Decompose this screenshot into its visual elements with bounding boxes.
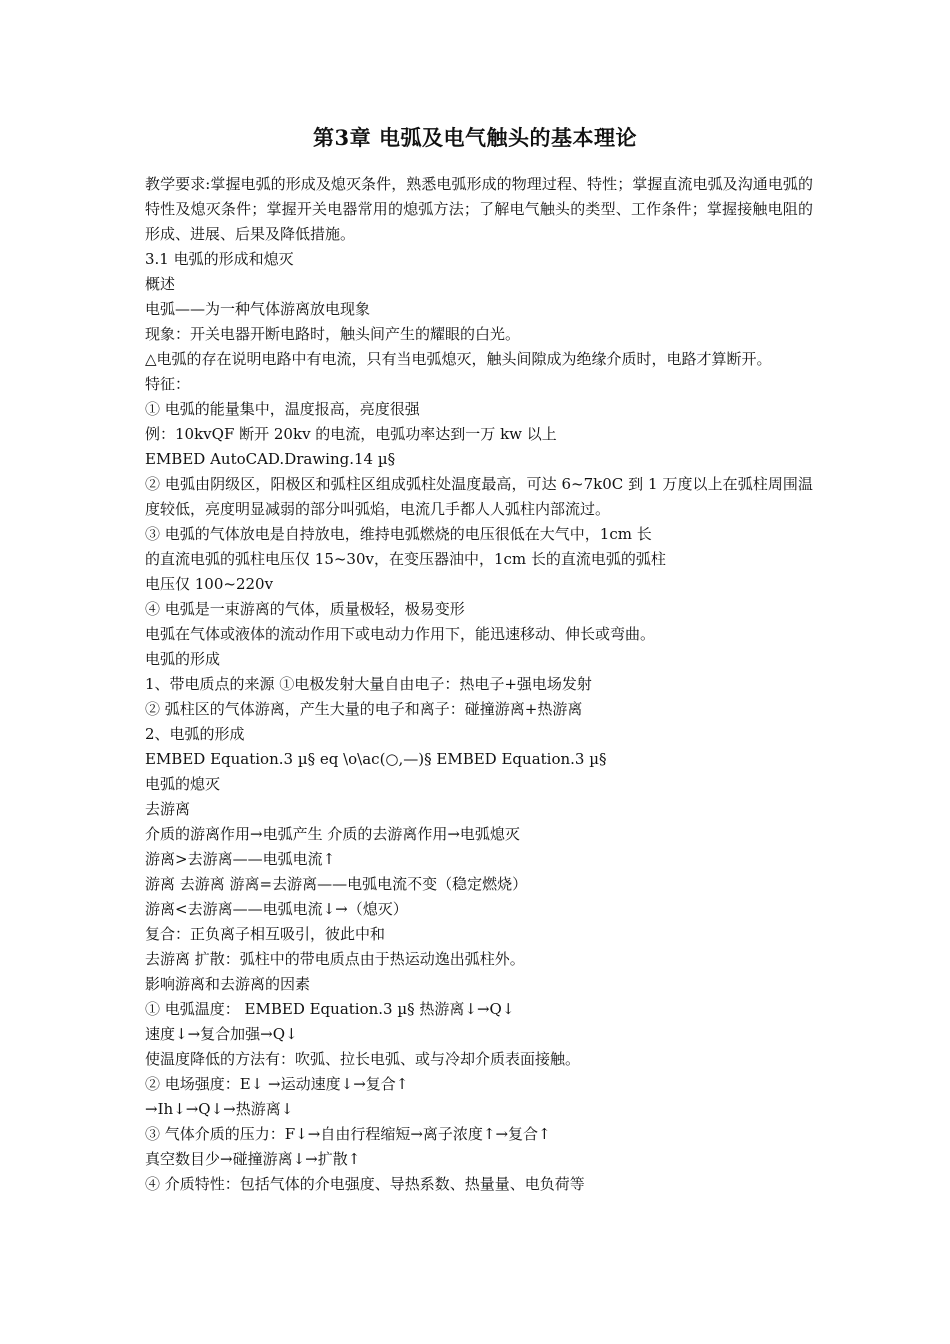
paragraph: 电压仅 100~220v [145, 575, 274, 593]
paragraph: EMBED AutoCAD.Drawing.14 µ§ [145, 450, 396, 468]
body-text [145, 172, 813, 1197]
paragraph: ② 弧柱区的气体游离，产生大量的电子和离子：碰撞游离+热游离 [145, 700, 583, 718]
paragraph: 电弧在气体或液体的流动作用下或电动力作用下，能迅速移动、伸长或弯曲。 [145, 625, 656, 643]
paragraph: 3.1 电弧的形成和熄灭 [145, 250, 294, 268]
paragraph: 使温度降低的方法有：吹弧、拉长电弧、或与冷却介质表面接触。 [145, 1050, 581, 1068]
paragraph: →Ih↓→Q↓→热游离↓ [145, 1100, 294, 1118]
paragraph: EMBED Equation.3 µ§ eq \o\ac(○,—)§ EMBED Equation.3 µ§ [145, 750, 607, 768]
paragraph: 速度↓→复合加强→Q↓ [145, 1025, 298, 1043]
paragraph: 的直流电弧的弧柱电压仅 15~30v，在变压器油中，1cm 长的直流电弧的弧柱 [145, 550, 666, 568]
paragraph: 去游离 [145, 800, 191, 818]
paragraph: ④ 介质特性：包括气体的介电强度、导热系数、热量量、电负荷等 [145, 1175, 585, 1193]
paragraph: 电弧的形成 [145, 650, 221, 668]
paragraph: ④ 电弧是一束游离的气体，质量极轻，极易变形 [145, 600, 465, 618]
paragraph: ② 电场强度：E↓ →运动速度↓→复合↑ [145, 1075, 409, 1093]
paragraph: △电弧的存在说明电路中有电流，只有当电弧熄灭，触头间隙成为绝缘介质时，电路才算断开。 [145, 350, 772, 368]
paragraph: 复合：正负离子相互吸引，彼此中和 [145, 925, 386, 943]
paragraph: 真空数目少→碰撞游离↓→扩散↑ [145, 1150, 361, 1168]
paragraph: ② 电弧由阴级区，阳极区和弧柱区组成弧柱处温度最高，可达 6~7k0C 到 1 万度以上在弧柱周围温度较低，亮度明显减弱的部分叫弧焰，电流几手都人人弧柱内部流过。 [145, 475, 813, 518]
paragraph: 电弧——为一种气体游离放电现象 [145, 300, 371, 318]
paragraph: 1、带电质点的来源 ①电极发射大量自由电子：热电子+强电场发射 [145, 675, 592, 693]
paragraph: 游离<去游离——电弧电流↓→（熄灭） [145, 900, 408, 918]
paragraph: ③ 电弧的气体放电是自持放电，维持电弧燃烧的电压很低在大气中，1cm 长 [145, 525, 652, 543]
paragraph: 去游离 扩散：弧柱中的带电质点由于热运动逸出弧柱外。 [145, 950, 525, 968]
chapter-title: 第3章 电弧及电气触头的基本理论 [313, 125, 637, 150]
paragraph: 特征： [145, 375, 191, 393]
paragraph: 电弧的熄灭 [145, 775, 221, 793]
paragraph: 影响游离和去游离的因素 [145, 975, 311, 993]
paragraph: ① 电弧温度： EMBED Equation.3 µ§ 热游离↓→Q↓ [145, 1000, 515, 1018]
paragraph: 例：10kvQF 断开 20kv 的电流，电弧功率达到一万 kw 以上 [145, 425, 557, 443]
paragraph: 游离 去游离 游离=去游离——电弧电流不变（稳定燃烧） [145, 875, 528, 893]
paragraph: 介质的游离作用→电弧产生 介质的去游离作用→电弧熄灭 [145, 825, 520, 843]
paragraph: 教学要求:掌握电弧的形成及熄灭条件，熟悉电弧形成的物理过程、特性；掌握直流电弧及沟通电弧的特性及熄灭条件；掌握开关电器常用的熄弧方法；了解电气触头的类型、工作条件；掌握接触电阻的形成、进展、后果及降低措施。 [145, 175, 813, 243]
paragraph: ① 电弧的能量集中，温度报高，亮度很强 [145, 400, 420, 418]
paragraph: 游离>去游离——电弧电流↑ [145, 850, 336, 868]
paragraph: 现象：开关电器开断电路时，触头间产生的耀眼的白光。 [145, 325, 521, 343]
paragraph: 2、电弧的形成 [145, 725, 245, 743]
paragraph: 概述 [145, 275, 176, 293]
paragraph: ③ 气体介质的压力：F↓→自由行程缩短→离子浓度↑→复合↑ [145, 1125, 551, 1143]
